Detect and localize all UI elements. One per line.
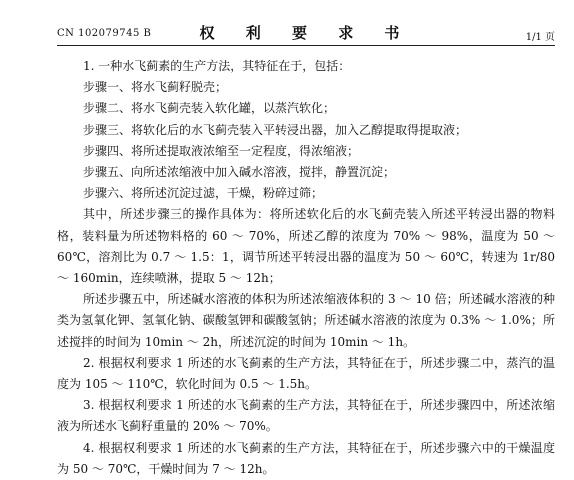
publication-number: CN 102079745 B: [57, 28, 152, 39]
claim-1-step-5: 步骤五、向所述浓缩液中加入碱水溶液，搅拌，静置沉淀；: [83, 165, 396, 180]
claim-1-step-3: 步骤三、将软化后的水飞蓟壳装入平转浸出器，加入乙醇提取得提取液；: [83, 122, 468, 137]
claim-4: 4. 根据权利要求 1 所述的水飞蓟素的生产方法，其特征在于，所述步骤六中的干燥温度为 50 ～ 70℃，干燥时间为 7 ～ 12h。: [57, 440, 555, 476]
claim-1-step-2: 步骤二、将水飞蓟壳装入软化罐，以蒸汽软化；: [83, 101, 336, 116]
claim-3: 3. 根据权利要求 1 所述的水飞蓟素的生产方法，其特征在于，所述步骤四中，所述浓缩液为所述水飞蓟籽重量的 20% ～ 70%。: [57, 398, 555, 434]
header-divider: [57, 45, 555, 46]
document-title: 权 利 要 求 书: [199, 24, 413, 42]
claim-1-step-4: 步骤四、将所述提取液浓缩至一定程度，得浓缩液；: [83, 143, 360, 158]
page-number: 1/1 页: [525, 32, 555, 43]
claims-body: [57, 56, 555, 480]
claim-2: 2. 根据权利要求 1 所述的水飞蓟素的生产方法，其特征在于，所述步骤二中，蒸汽的温度为 105 ～ 110℃，软化时间为 0.5 ～ 1.5h。: [57, 355, 555, 392]
claim-1-step-1: 步骤一、将水飞蓟籽脱壳；: [83, 80, 228, 95]
page-header: [57, 22, 555, 44]
claim-1-intro: 1. 一种水飞蓟素的生产方法，其特征在于，包括：: [83, 59, 351, 73]
claim-1-step-5-detail: 所述步骤五中，所述碱水溶液的体积为所述浓缩液体积的 3 ～ 10 倍；所述碱水溶液的种类为氢氧化钾、氢氧化钠、碳酸氢钾和碳酸氢钠；所述碱水溶液的浓度为 0.3% ～ 1.0%；所述搅拌的时间为 10min ～ 2h，所述沉淀的时间为 10min ～ 1h。: [57, 292, 555, 349]
claim-1-step-3-detail: 其中，所述步骤三的操作具体为：将所述软化后的水飞蓟壳装入所述平转浸出器的物料格，装料量为所述物料格的 60 ～ 70%，所述乙醇的浓度为 70% ～ 98%，温度为 50 ～ 60℃，溶剂比为 0.7 ～ 1.5：1，调节所述平转浸出器的温度为 50 ～ 60℃，转速为 1r/80 ～ 160min，连续喷淋，提取 5 ～ 12h；: [57, 207, 555, 286]
claim-1-step-6: 步骤六、将所述沉淀过滤，干燥，粉碎过筛；: [83, 186, 324, 201]
